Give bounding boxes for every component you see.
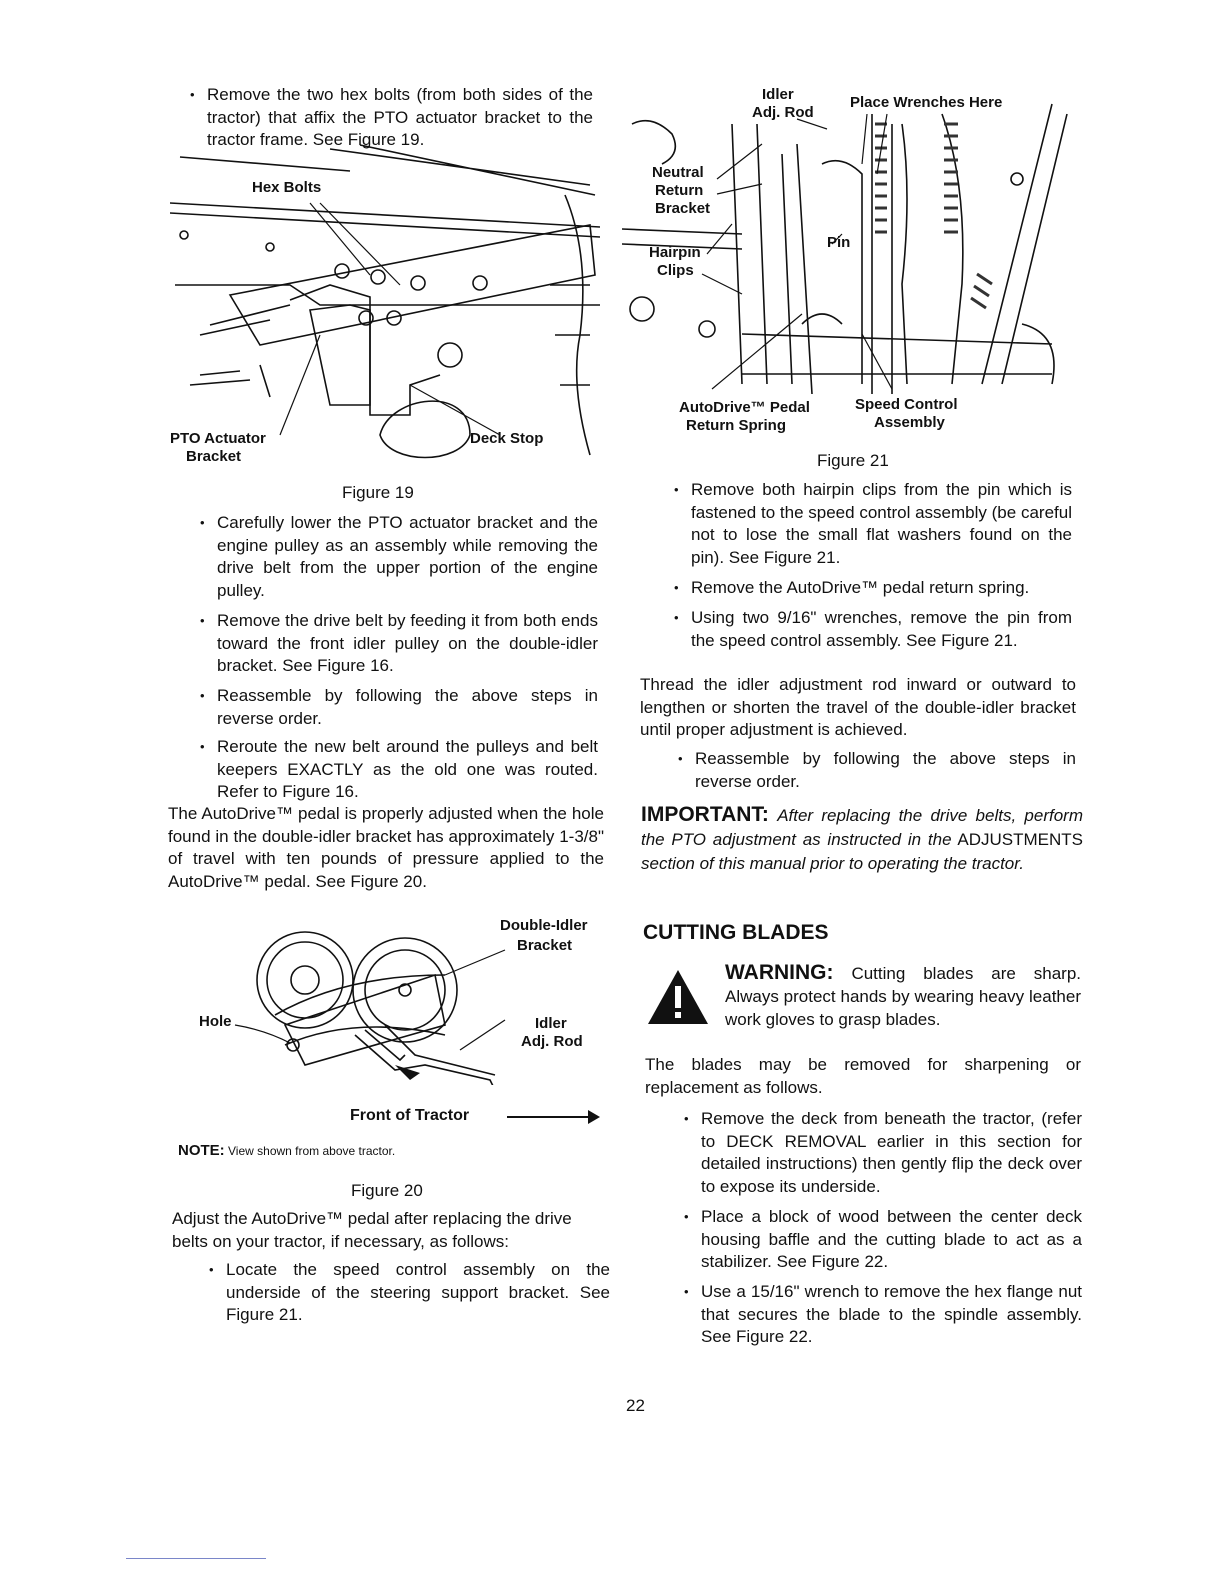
label-pto-bracket: Bracket	[186, 448, 242, 465]
label-speed-control: Speed Control	[855, 396, 958, 413]
note-view	[178, 1143, 395, 1159]
paragraph-blades-removed: The blades may be removed for sharpening or replacement as follows.	[645, 1055, 1081, 1097]
important-text-2: section of this manual prior to operating the tractor.	[641, 854, 1025, 873]
label-idler: Idler	[535, 1015, 567, 1032]
bullet-remove-deck: • Remove the deck from beneath the tractor, (refer to DECK REMOVAL earlier in this section for detailed instructions) then gently flip the deck over to expose its underside.	[701, 1108, 1082, 1198]
figure-19	[170, 135, 600, 485]
important-adjustments: ADJUSTMENTS	[957, 830, 1083, 849]
arrow-front-line	[507, 1116, 592, 1118]
page-number: 22	[626, 1396, 645, 1415]
warning-text: Cutting blades are sharp. Always protect hands by wearing heavy leather work gloves to grasp blades.	[725, 964, 1081, 1029]
bullet-remove-hex-bolts: • Remove the two hex bolts (from both sides of the tractor) that affix the PTO actuator bracket to the tractor frame. See Figure 19.	[207, 84, 593, 152]
label-clips: Clips	[657, 262, 694, 279]
label-hairpin: Hairpin	[649, 244, 701, 261]
label-place-wrenches: Place Wrenches Here	[850, 94, 1003, 111]
label-pto-actuator: PTO Actuator	[170, 430, 266, 447]
figure-20	[195, 915, 605, 1125]
label-assembly: Assembly	[874, 414, 945, 431]
bullet-remove-pin: • Using two 9/16" wrenches, remove the pin from the speed control assembly. See Figure 21.	[691, 607, 1072, 652]
figure-21-caption: Figure 21	[817, 451, 889, 470]
label-pin: Pin	[827, 234, 851, 251]
note-label: NOTE:	[178, 1142, 225, 1159]
label-autodrive-pedal: AutoDrive™ Pedal	[679, 399, 810, 416]
warning-label: WARNING:	[725, 961, 834, 984]
important-notice	[641, 803, 1083, 876]
label-double-idler: Double-Idler	[500, 917, 588, 934]
footer-rule	[126, 1558, 266, 1559]
bullet-remove-return-spring: • Remove the AutoDrive™ pedal return spring.	[691, 577, 1072, 600]
paragraph-adjust-autodrive: Adjust the AutoDrive™ pedal after replacing the drive belts on your tractor, if necessary, as follows:	[172, 1209, 572, 1251]
bullet-locate-speed-control: • Locate the speed control assembly on the underside of the steering support bracket. See Figure 21.	[226, 1259, 610, 1327]
label-hex-bolts: Hex Bolts	[252, 179, 322, 196]
figure-20-caption: Figure 20	[351, 1181, 423, 1200]
label-neutral: Neutral	[652, 164, 704, 181]
figure-21	[622, 84, 1072, 444]
bullet-lower-pto: • Carefully lower the PTO actuator bracket and the engine pulley as an assembly while removing the drive belt from the upper portion of the engine pulley.	[217, 512, 598, 602]
paragraph-autodrive-adjusted: The AutoDrive™ pedal is properly adjusted when the hole found in the double-idler bracket has approximately 1-3/8" of travel with ten pounds of pressure applied to the AutoDrive™ pedal. See Figure 20.	[168, 804, 604, 891]
bullet-remove-belt: • Remove the drive belt by feeding it from both ends toward the front idler pulley on the double-idler bracket. See Figure 16.	[217, 610, 598, 678]
label-return-spring: Return Spring	[686, 417, 786, 434]
label-adj-rod: Adj. Rod	[521, 1033, 583, 1050]
bullet-reroute-belt: • Reroute the new belt around the pulleys and belt keepers EXACTLY as the old one was routed. Refer to Figure 16.	[217, 736, 598, 804]
label-deck-stop: Deck Stop	[470, 430, 544, 447]
arrow-right-icon	[588, 1110, 600, 1124]
bullet-reassemble-2: • Reassemble by following the above steps in reverse order.	[695, 748, 1076, 793]
label-adj-rod: Adj. Rod	[752, 104, 814, 121]
important-label: IMPORTANT:	[641, 803, 769, 826]
bullet-reassemble: • Reassemble by following the above steps in reverse order.	[217, 685, 598, 730]
label-bracket: Bracket	[655, 200, 711, 217]
label-hole: Hole	[199, 1013, 232, 1030]
warning-triangle-icon	[646, 968, 710, 1031]
bullet-remove-hairpin-clips: • Remove both hairpin clips from the pin which is fastened to the speed control assembly (be careful not to lose the small flat washers found on the pin). See Figure 21.	[691, 479, 1072, 569]
figure-19-caption: Figure 19	[342, 483, 414, 502]
important-text-1: After replacing the drive belts, perform the PTO adjustment as instructed in the	[641, 806, 1083, 849]
warning-block	[725, 961, 1081, 1031]
bullet-wrench-hex-nut: • Use a 15/16" wrench to remove the hex flange nut that secures the blade to the spindle assembly. See Figure 22.	[701, 1281, 1082, 1349]
label-double-idler-bracket: Bracket	[517, 937, 573, 954]
heading-cutting-blades: CUTTING BLADES	[643, 921, 829, 944]
label-return: Return	[655, 182, 704, 199]
label-front-of-tractor: Front of Tractor	[350, 1107, 470, 1124]
bullet-block-of-wood: • Place a block of wood between the center deck housing baffle and the cutting blade to act as a stabilizer. See Figure 22.	[701, 1206, 1082, 1274]
note-text: View shown from above tractor.	[228, 1144, 396, 1158]
label-idler: Idler	[762, 86, 794, 103]
paragraph-thread-idler: Thread the idler adjustment rod inward or outward to lengthen or shorten the travel of the double-idler bracket until proper adjustment is achieved.	[640, 675, 1076, 739]
